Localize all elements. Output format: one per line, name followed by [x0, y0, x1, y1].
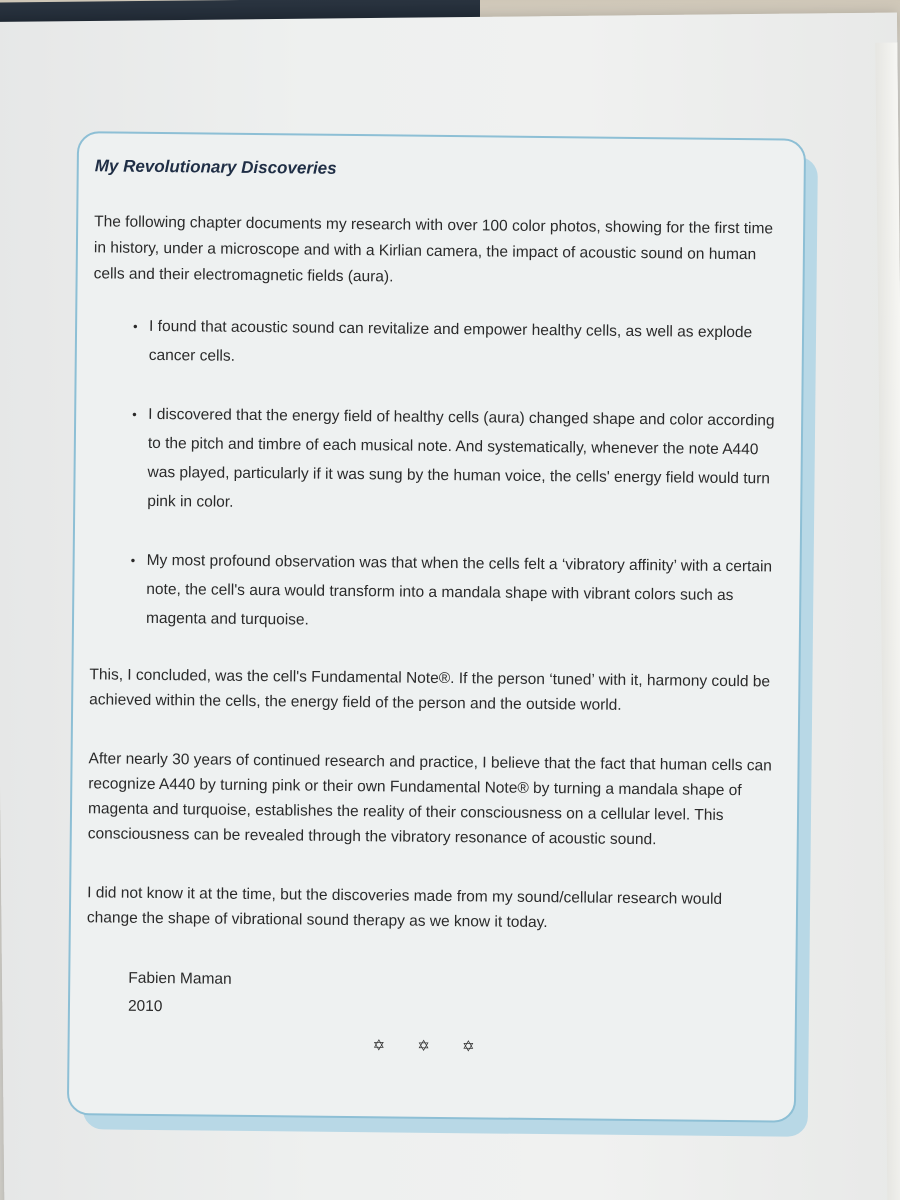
- research-paragraph: After nearly 30 years of continued research and practice, I believe that the fact that human cells can recognize A440 by turning pink or their own Fundamental Note® by turning a mandala shape of magenta and turquoise, establishes the reality of their consciousness on a cellular level. This consciousness can be revealed through the vibratory resonance of acoustic sound.: [87, 750, 772, 849]
- closing-paragraph: I did not know it at the time, but the discoveries made from my sound/cellular research would change the shape of vibrational sound therapy as we know it today.: [86, 884, 723, 932]
- list-item: • I discovered that the energy field of healthy cells (aura) changed shape and color according to the pitch and timbre of each musical note. And systematically, whenever the note A440 was played, particularly if it was sung by the human voice, the cells' energy field would turn pink in color.: [131, 400, 782, 523]
- book-page: [0, 13, 900, 1200]
- page-edge: [875, 43, 900, 1200]
- signature-block: [128, 965, 777, 1028]
- list-item: • My most profound observation was that when the cells felt a ‘vibratory affinity’ with a certain note, the cell's aura would transform into a mandala shape with vibrant colors such as magenta and turquoise.: [130, 546, 781, 640]
- conclusion-paragraph: This, I concluded, was the cell's Fundamental Note®. If the person ‘tuned’ with it, harmony could be achieved within the cells, the energy field of the person and the outside world.: [89, 666, 771, 714]
- page-title: My Revolutionary Discoveries: [94, 156, 337, 178]
- star-ornament-icon: ✡ ✡ ✡: [372, 1037, 489, 1056]
- discoveries-list: [90, 311, 783, 639]
- signature-year: 2010: [127, 997, 163, 1016]
- author-name: Fabien Maman: [128, 969, 232, 988]
- box-content: [85, 153, 784, 1063]
- intro-paragraph: The following chapter documents my research with over 100 color photos, showing for the first time in history, under a microscope and with a Kirlian camera, the impact of acoustic sound on human cells and their electromagnetic fields (aura).: [93, 213, 774, 286]
- discoveries-box: [67, 131, 806, 1123]
- list-item: • I found that acoustic sound can revitalize and empower healthy cells, as well as explode cancer cells.: [133, 312, 784, 377]
